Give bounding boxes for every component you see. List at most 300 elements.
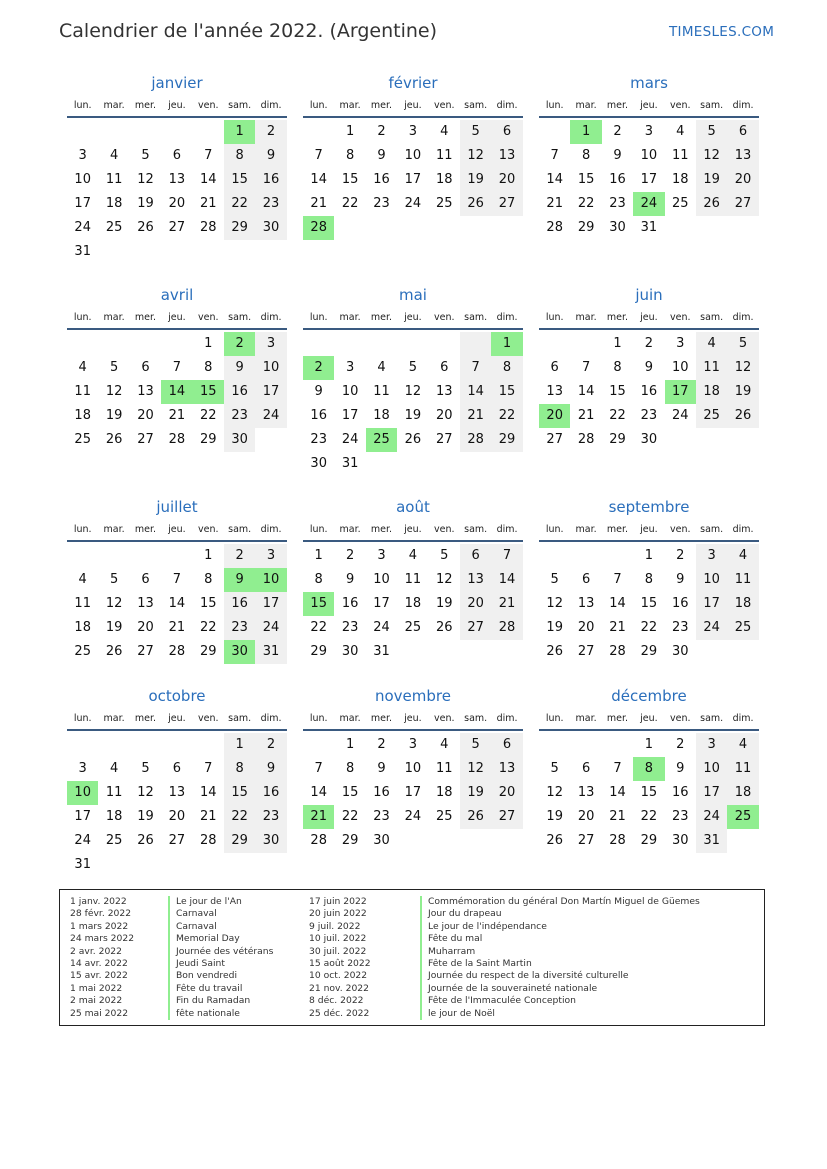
day-cell[interactable]: 1 — [644, 548, 653, 563]
day-cell[interactable]: 25 — [404, 620, 422, 635]
day-cell[interactable]: 19 — [105, 620, 123, 635]
day-cell[interactable]: 9 — [377, 761, 386, 776]
day-cell[interactable]: 26 — [137, 220, 154, 235]
day-cell[interactable]: 24 — [255, 404, 286, 428]
day-cell[interactable]: 12 — [105, 384, 123, 399]
day-cell[interactable]: 6 — [491, 733, 522, 757]
day-cell[interactable]: 15 — [224, 168, 255, 192]
day-cell[interactable]: 4 — [377, 360, 386, 375]
day-cell[interactable]: 29 — [491, 428, 522, 452]
day-cell[interactable]: 13 — [435, 384, 453, 399]
day-cell[interactable]: 4 — [696, 332, 727, 356]
day-cell[interactable]: 4 — [676, 124, 685, 139]
day-cell[interactable]: 15 — [193, 380, 224, 404]
day-cell[interactable]: 24 — [671, 408, 689, 423]
day-cell[interactable]: 13 — [137, 596, 154, 611]
day-cell[interactable]: 18 — [696, 380, 727, 404]
day-cell[interactable]: 12 — [137, 785, 154, 800]
day-cell[interactable]: 23 — [255, 192, 286, 216]
day-cell[interactable]: 25 — [105, 833, 123, 848]
day-cell[interactable]: 9 — [377, 148, 386, 163]
day-cell[interactable]: 31 — [696, 829, 727, 853]
day-cell[interactable]: 9 — [676, 761, 685, 776]
day-cell[interactable]: 18 — [105, 196, 123, 211]
day-cell[interactable]: 26 — [404, 432, 422, 447]
day-cell[interactable]: 10 — [255, 568, 286, 592]
day-cell[interactable]: 12 — [460, 757, 491, 781]
day-cell[interactable]: 24 — [341, 432, 359, 447]
day-cell[interactable]: 29 — [577, 220, 595, 235]
day-cell[interactable]: 25 — [435, 196, 453, 211]
day-cell[interactable]: 4 — [408, 548, 417, 563]
day-cell[interactable]: 22 — [341, 196, 359, 211]
day-cell[interactable]: 16 — [640, 384, 658, 399]
day-cell[interactable]: 27 — [137, 432, 154, 447]
day-cell[interactable]: 25 — [696, 404, 727, 428]
day-cell[interactable]: 4 — [78, 572, 87, 587]
day-cell[interactable]: 20 — [577, 809, 595, 824]
day-cell[interactable]: 19 — [696, 168, 727, 192]
day-cell[interactable]: 14 — [310, 785, 327, 800]
day-cell[interactable]: 7 — [613, 572, 622, 587]
day-cell[interactable]: 12 — [105, 596, 123, 611]
day-cell[interactable]: 30 — [671, 644, 689, 659]
day-cell[interactable]: 17 — [665, 380, 696, 404]
day-cell[interactable]: 14 — [168, 596, 186, 611]
day-cell[interactable]: 13 — [727, 144, 758, 168]
day-cell[interactable]: 7 — [172, 360, 181, 375]
day-cell[interactable]: 7 — [314, 761, 323, 776]
day-cell[interactable]: 31 — [341, 456, 359, 471]
day-cell[interactable]: 19 — [460, 168, 491, 192]
day-cell[interactable]: 8 — [613, 360, 622, 375]
day-cell[interactable]: 3 — [408, 737, 417, 752]
day-cell[interactable]: 3 — [676, 336, 685, 351]
day-cell[interactable]: 6 — [581, 761, 591, 776]
day-cell[interactable]: 13 — [577, 596, 595, 611]
day-cell[interactable]: 22 — [609, 408, 626, 423]
day-cell[interactable]: 2 — [255, 120, 286, 144]
day-cell[interactable]: 10 — [74, 172, 91, 187]
day-cell[interactable]: 13 — [460, 568, 491, 592]
day-cell[interactable]: 23 — [640, 408, 658, 423]
day-cell[interactable]: 2 — [255, 733, 286, 757]
day-cell[interactable]: 15 — [224, 781, 255, 805]
day-cell[interactable]: 1 — [613, 336, 622, 351]
day-cell[interactable]: 22 — [577, 196, 595, 211]
day-cell[interactable]: 11 — [74, 384, 91, 399]
day-cell[interactable]: 22 — [199, 620, 217, 635]
day-cell[interactable]: 10 — [404, 761, 422, 776]
day-cell[interactable]: 10 — [671, 360, 689, 375]
day-cell[interactable]: 1 — [224, 733, 255, 757]
day-cell[interactable]: 24 — [404, 196, 422, 211]
day-cell[interactable]: 29 — [341, 833, 359, 848]
day-cell[interactable]: 10 — [640, 148, 658, 163]
day-cell[interactable]: 20 — [137, 620, 154, 635]
day-cell[interactable]: 30 — [224, 640, 255, 664]
day-cell[interactable]: 11 — [435, 761, 453, 776]
day-cell[interactable]: 20 — [460, 592, 491, 616]
day-cell[interactable]: 29 — [609, 432, 626, 447]
day-cell[interactable]: 9 — [644, 360, 653, 375]
day-cell[interactable]: 24 — [696, 616, 727, 640]
day-cell[interactable]: 7 — [491, 544, 522, 568]
day-cell[interactable]: 3 — [408, 124, 417, 139]
day-cell[interactable]: 16 — [373, 785, 390, 800]
day-cell[interactable]: 27 — [577, 644, 595, 659]
day-cell[interactable]: 26 — [696, 192, 727, 216]
day-cell[interactable]: 28 — [199, 220, 217, 235]
day-cell[interactable]: 5 — [550, 761, 559, 776]
day-cell[interactable]: 27 — [460, 616, 491, 640]
day-cell[interactable]: 16 — [255, 168, 286, 192]
day-cell[interactable]: 9 — [676, 572, 685, 587]
day-cell[interactable]: 2 — [676, 737, 685, 752]
day-cell[interactable]: 30 — [310, 456, 327, 471]
day-cell[interactable]: 16 — [224, 380, 255, 404]
day-cell[interactable]: 29 — [199, 432, 217, 447]
day-cell[interactable]: 13 — [168, 785, 186, 800]
day-cell[interactable]: 13 — [168, 172, 186, 187]
day-cell[interactable]: 8 — [224, 757, 255, 781]
day-cell[interactable]: 7 — [314, 148, 323, 163]
day-cell[interactable]: 17 — [404, 172, 422, 187]
day-cell[interactable]: 29 — [199, 644, 217, 659]
day-cell[interactable]: 12 — [137, 172, 154, 187]
day-cell[interactable]: 17 — [74, 809, 91, 824]
day-cell[interactable]: 28 — [577, 432, 595, 447]
day-cell[interactable]: 16 — [373, 172, 390, 187]
day-cell[interactable]: 14 — [310, 172, 327, 187]
day-cell[interactable]: 23 — [310, 432, 327, 447]
day-cell[interactable]: 26 — [546, 644, 563, 659]
day-cell[interactable]: 13 — [577, 785, 595, 800]
day-cell[interactable]: 7 — [204, 761, 213, 776]
day-cell[interactable]: 26 — [435, 620, 453, 635]
day-cell[interactable]: 30 — [609, 220, 626, 235]
day-cell[interactable]: 26 — [105, 432, 123, 447]
day-cell[interactable]: 25 — [435, 809, 453, 824]
day-cell[interactable]: 12 — [404, 384, 422, 399]
day-cell[interactable]: 29 — [640, 644, 658, 659]
day-cell[interactable]: 10 — [696, 757, 727, 781]
day-cell[interactable]: 29 — [310, 644, 327, 659]
day-cell[interactable]: 5 — [550, 572, 559, 587]
day-cell[interactable]: 24 — [404, 809, 422, 824]
day-cell[interactable]: 9 — [255, 757, 286, 781]
day-cell[interactable]: 22 — [224, 805, 255, 829]
day-cell[interactable]: 15 — [640, 596, 658, 611]
day-cell[interactable]: 21 — [491, 592, 522, 616]
day-cell[interactable]: 12 — [460, 144, 491, 168]
brand-link[interactable]: TIMESLES.COM — [669, 24, 775, 40]
day-cell[interactable]: 14 — [577, 384, 595, 399]
day-cell[interactable]: 13 — [137, 384, 154, 399]
day-cell[interactable]: 8 — [644, 572, 653, 587]
day-cell[interactable]: 27 — [435, 432, 453, 447]
day-cell[interactable]: 21 — [303, 805, 334, 829]
day-cell[interactable]: 23 — [341, 620, 359, 635]
day-cell[interactable]: 24 — [74, 220, 91, 235]
day-cell[interactable]: 6 — [440, 360, 449, 375]
day-cell[interactable]: 10 — [341, 384, 359, 399]
day-cell[interactable]: 11 — [671, 148, 689, 163]
day-cell[interactable]: 1 — [314, 548, 323, 563]
day-cell[interactable]: 18 — [373, 408, 390, 423]
day-cell[interactable]: 27 — [491, 192, 522, 216]
day-cell[interactable]: 17 — [640, 172, 658, 187]
day-cell[interactable]: 16 — [224, 592, 255, 616]
day-cell[interactable]: 28 — [168, 432, 186, 447]
day-cell[interactable]: 17 — [255, 592, 286, 616]
day-cell[interactable]: 31 — [373, 644, 390, 659]
day-cell[interactable]: 5 — [141, 148, 150, 163]
day-cell[interactable]: 30 — [224, 428, 255, 452]
day-cell[interactable]: 21 — [199, 809, 217, 824]
day-cell[interactable]: 28 — [491, 616, 522, 640]
day-cell[interactable]: 3 — [377, 548, 386, 563]
day-cell[interactable]: 11 — [105, 785, 123, 800]
day-cell[interactable]: 28 — [168, 644, 186, 659]
day-cell[interactable]: 6 — [172, 761, 181, 776]
day-cell[interactable]: 26 — [460, 192, 491, 216]
day-cell[interactable]: 1 — [345, 124, 355, 139]
day-cell[interactable]: 21 — [168, 620, 186, 635]
day-cell[interactable]: 20 — [168, 809, 186, 824]
day-cell[interactable]: 18 — [727, 781, 758, 805]
day-cell[interactable]: 6 — [460, 544, 491, 568]
day-cell[interactable]: 13 — [491, 757, 522, 781]
day-cell[interactable]: 5 — [109, 360, 119, 375]
day-cell[interactable]: 22 — [640, 620, 658, 635]
day-cell[interactable]: 23 — [373, 196, 390, 211]
day-cell[interactable]: 19 — [404, 408, 422, 423]
day-cell[interactable]: 25 — [727, 805, 758, 829]
day-cell[interactable]: 3 — [255, 544, 286, 568]
day-cell[interactable]: 19 — [727, 380, 758, 404]
day-cell[interactable]: 9 — [224, 568, 255, 592]
day-cell[interactable]: 2 — [676, 548, 685, 563]
day-cell[interactable]: 15 — [303, 592, 334, 616]
day-cell[interactable]: 5 — [696, 120, 727, 144]
day-cell[interactable]: 2 — [345, 548, 355, 563]
day-cell[interactable]: 26 — [460, 805, 491, 829]
day-cell[interactable]: 18 — [74, 620, 91, 635]
day-cell[interactable]: 19 — [460, 781, 491, 805]
day-cell[interactable]: 24 — [373, 620, 390, 635]
day-cell[interactable]: 4 — [440, 124, 449, 139]
day-cell[interactable]: 20 — [435, 408, 453, 423]
day-cell[interactable]: 12 — [546, 785, 563, 800]
day-cell[interactable]: 27 — [577, 833, 595, 848]
day-cell[interactable]: 7 — [172, 572, 181, 587]
day-cell[interactable]: 13 — [546, 384, 563, 399]
day-cell[interactable]: 31 — [640, 220, 658, 235]
day-cell[interactable]: 17 — [404, 785, 422, 800]
day-cell[interactable]: 27 — [491, 805, 522, 829]
day-cell[interactable]: 8 — [224, 144, 255, 168]
day-cell[interactable]: 19 — [546, 809, 563, 824]
day-cell[interactable]: 1 — [204, 336, 213, 351]
day-cell[interactable]: 16 — [609, 172, 626, 187]
day-cell[interactable]: 24 — [633, 192, 664, 216]
day-cell[interactable]: 25 — [105, 220, 123, 235]
day-cell[interactable]: 1 — [345, 737, 355, 752]
day-cell[interactable]: 20 — [577, 620, 595, 635]
day-cell[interactable]: 19 — [137, 809, 154, 824]
day-cell[interactable]: 11 — [727, 568, 758, 592]
day-cell[interactable]: 17 — [696, 781, 727, 805]
day-cell[interactable]: 11 — [105, 172, 123, 187]
day-cell[interactable]: 20 — [491, 168, 522, 192]
day-cell[interactable]: 4 — [727, 544, 758, 568]
day-cell[interactable]: 31 — [74, 857, 91, 872]
day-cell[interactable]: 8 — [314, 572, 323, 587]
day-cell[interactable]: 21 — [460, 404, 491, 428]
day-cell[interactable]: 31 — [74, 244, 91, 259]
day-cell[interactable]: 25 — [74, 432, 91, 447]
day-cell[interactable]: 9 — [224, 356, 255, 380]
day-cell[interactable]: 30 — [373, 833, 390, 848]
day-cell[interactable]: 14 — [609, 785, 626, 800]
day-cell[interactable]: 2 — [224, 544, 255, 568]
day-cell[interactable]: 21 — [546, 196, 563, 211]
day-cell[interactable]: 6 — [581, 572, 591, 587]
day-cell[interactable]: 6 — [141, 572, 150, 587]
day-cell[interactable]: 14 — [460, 380, 491, 404]
day-cell[interactable]: 20 — [539, 404, 570, 428]
day-cell[interactable]: 23 — [373, 809, 390, 824]
day-cell[interactable]: 29 — [224, 829, 255, 853]
day-cell[interactable]: 20 — [168, 196, 186, 211]
day-cell[interactable]: 2 — [613, 124, 622, 139]
day-cell[interactable]: 11 — [727, 757, 758, 781]
day-cell[interactable]: 7 — [550, 148, 559, 163]
day-cell[interactable]: 19 — [137, 196, 154, 211]
day-cell[interactable]: 29 — [224, 216, 255, 240]
day-cell[interactable]: 18 — [435, 172, 453, 187]
day-cell[interactable]: 11 — [696, 356, 727, 380]
day-cell[interactable]: 14 — [161, 380, 192, 404]
day-cell[interactable]: 4 — [727, 733, 758, 757]
day-cell[interactable]: 16 — [671, 596, 689, 611]
day-cell[interactable]: 10 — [67, 781, 98, 805]
day-cell[interactable]: 9 — [613, 148, 622, 163]
day-cell[interactable]: 8 — [204, 360, 213, 375]
day-cell[interactable]: 11 — [435, 148, 453, 163]
day-cell[interactable]: 9 — [345, 572, 355, 587]
day-cell[interactable]: 18 — [727, 592, 758, 616]
day-cell[interactable]: 26 — [546, 833, 563, 848]
day-cell[interactable]: 21 — [168, 408, 186, 423]
day-cell[interactable]: 14 — [199, 172, 217, 187]
day-cell[interactable]: 25 — [366, 428, 397, 452]
day-cell[interactable]: 23 — [671, 809, 689, 824]
day-cell[interactable]: 12 — [435, 572, 453, 587]
day-cell[interactable]: 9 — [255, 144, 286, 168]
day-cell[interactable]: 7 — [204, 148, 213, 163]
day-cell[interactable]: 26 — [105, 644, 123, 659]
day-cell[interactable]: 27 — [546, 432, 563, 447]
day-cell[interactable]: 27 — [168, 220, 186, 235]
day-cell[interactable]: 28 — [609, 644, 626, 659]
day-cell[interactable]: 2 — [224, 332, 255, 356]
day-cell[interactable]: 19 — [435, 596, 453, 611]
day-cell[interactable]: 25 — [74, 644, 91, 659]
day-cell[interactable]: 30 — [255, 216, 286, 240]
day-cell[interactable]: 1 — [224, 120, 255, 144]
day-cell[interactable]: 9 — [314, 384, 323, 399]
day-cell[interactable]: 23 — [224, 616, 255, 640]
day-cell[interactable]: 7 — [460, 356, 491, 380]
day-cell[interactable]: 21 — [609, 809, 626, 824]
day-cell[interactable]: 23 — [671, 620, 689, 635]
day-cell[interactable]: 27 — [727, 192, 758, 216]
day-cell[interactable]: 23 — [609, 196, 626, 211]
day-cell[interactable]: 8 — [491, 356, 522, 380]
day-cell[interactable]: 25 — [727, 616, 758, 640]
day-cell[interactable]: 18 — [74, 408, 91, 423]
day-cell[interactable]: 28 — [609, 833, 626, 848]
day-cell[interactable]: 4 — [440, 737, 449, 752]
day-cell[interactable]: 8 — [345, 148, 355, 163]
day-cell[interactable]: 22 — [224, 192, 255, 216]
day-cell[interactable]: 10 — [404, 148, 422, 163]
day-cell[interactable]: 5 — [109, 572, 119, 587]
day-cell[interactable]: 16 — [255, 781, 286, 805]
day-cell[interactable]: 28 — [199, 833, 217, 848]
day-cell[interactable]: 3 — [644, 124, 653, 139]
day-cell[interactable]: 26 — [137, 833, 154, 848]
day-cell[interactable]: 22 — [491, 404, 522, 428]
day-cell[interactable]: 1 — [644, 737, 653, 752]
day-cell[interactable]: 26 — [727, 404, 758, 428]
day-cell[interactable]: 1 — [204, 548, 213, 563]
day-cell[interactable]: 6 — [491, 120, 522, 144]
day-cell[interactable]: 3 — [696, 733, 727, 757]
day-cell[interactable]: 6 — [727, 120, 758, 144]
day-cell[interactable]: 15 — [491, 380, 522, 404]
day-cell[interactable]: 1 — [570, 120, 601, 144]
day-cell[interactable]: 11 — [404, 572, 422, 587]
day-cell[interactable]: 23 — [224, 404, 255, 428]
day-cell[interactable]: 3 — [78, 761, 87, 776]
day-cell[interactable]: 14 — [609, 596, 626, 611]
day-cell[interactable]: 30 — [255, 829, 286, 853]
day-cell[interactable]: 24 — [255, 616, 286, 640]
day-cell[interactable]: 16 — [341, 596, 359, 611]
day-cell[interactable]: 22 — [341, 809, 359, 824]
day-cell[interactable]: 16 — [310, 408, 327, 423]
day-cell[interactable]: 2 — [377, 737, 386, 752]
day-cell[interactable]: 5 — [460, 120, 491, 144]
day-cell[interactable]: 7 — [613, 761, 622, 776]
day-cell[interactable]: 19 — [105, 408, 123, 423]
day-cell[interactable]: 12 — [727, 356, 758, 380]
day-cell[interactable]: 2 — [377, 124, 386, 139]
day-cell[interactable]: 1 — [491, 332, 522, 356]
day-cell[interactable]: 11 — [373, 384, 390, 399]
day-cell[interactable]: 22 — [310, 620, 327, 635]
day-cell[interactable]: 22 — [199, 408, 217, 423]
day-cell[interactable]: 14 — [546, 172, 563, 187]
day-cell[interactable]: 8 — [345, 761, 355, 776]
day-cell[interactable]: 5 — [408, 360, 417, 375]
day-cell[interactable]: 15 — [640, 785, 658, 800]
day-cell[interactable]: 20 — [727, 168, 758, 192]
day-cell[interactable]: 6 — [141, 360, 150, 375]
